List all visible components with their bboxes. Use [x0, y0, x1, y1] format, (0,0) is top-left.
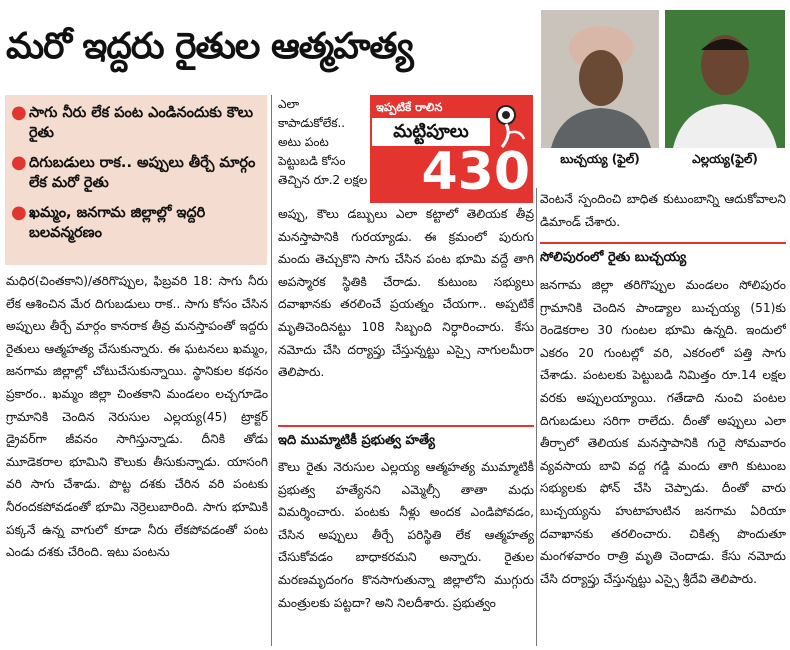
highlights-box — [5, 95, 267, 265]
bullet-dot-icon: ● — [11, 202, 27, 223]
article-paragraph: జనగామ జిల్లా తరిగొప్పుల మండలం సోలిపురం గ్రామానికి చెందిన పాండ్యాల బుచ్చయ్య (51)కు రెండెకరాల 30 గుంటల భూమి ఉన్నది. ఇందులో ఎకరం 20 గుంటల్లో వరి, ఎకరంలో పత్తి సాగు చేశాడు. పంటలకు పెట్టుబడి నిమిత్తం రూ.14 లక్షల వరకు అప్పులయ్యాయి. గతేడాది నుంచి పంటల దిగుబడులు సరిగా రాలేదు. దీంతో అప్పులు ఎలా తీర్చాలో తెలియక మనస్తాపానికి గురై సోమవారం వ్యవసాయ బావి వద్ద గడ్డి మందు తాగి కుటుంబ సభ్యులకు ఫోన్ చేసి చెప్పాడు. దీంతో వారు బుచ్చయ్యను హుటాహుటిన జనగామ ఏరియా దవాఖానకు తరలించారు. చికిత్స పొందుతూ మంగళవారం రాత్రి మృతి చెందాడు. కేసు నమోదు చేసి దర్యాప్తు చేస్తున్నట్టు ఎస్సై శ్రీదేవి తెలిపారు. — [540, 278, 786, 586]
headline: మరో ఇద్దరు రైతుల ఆత్మహత్య — [6, 26, 413, 67]
highlight-text: ఖమ్మం, జనగామ జిల్లాల్లో ఇద్దరి బలవన్మరణం — [29, 205, 206, 241]
article-paragraph: అప్పు, కౌలు డబ్బులు ఎలా కట్టాలో తెలియక తీవ్ర మనస్తాపానికి గురయ్యాడు. ఈ క్రమంలో పురుగు మందు తెచ్చుకొని సాగు చేసిన పంట భూమి వద్దే తాగి అపస్మారక స్థితికి చేరాడు. కుటుంబ సభ్యులు దవాఖానకు తరలించే ప్రయత్నం చేయగా.. అప్పటికే మృతిచెందినట్టు 108 సిబ్బంది నిర్ధారించారు. కేసు నమోదు చేసి దర్యాప్తు చేస్తున్నట్టు ఎస్సై నాగులమీరా తెలిపారు. — [278, 207, 534, 380]
column-divider — [536, 188, 537, 646]
article-column-2-bottom — [278, 456, 534, 646]
highlight-item — [11, 153, 261, 193]
photo-caption: ఎల్లయ్య(ఫైల్) — [692, 152, 758, 166]
photo-caption: బుచ్చయ్య (ఫైల్) — [560, 152, 640, 166]
portrait-image — [665, 10, 785, 148]
subheading-govt-murder: ఇది ముమ్మాటికీ ప్రభుత్వ హత్యే — [278, 425, 534, 455]
highlight-text: సాగు నీరు లేక పంట ఎండినందుకు కౌలు రైతు — [29, 105, 254, 141]
bullet-dot-icon: ● — [11, 102, 27, 123]
article-column-3 — [540, 274, 786, 646]
highlight-text: దిగుబడులు రాక.. అప్పులు తీర్చే మార్గం లేక మరో రైతు — [29, 155, 256, 191]
photo-buchaiah — [541, 10, 659, 148]
inset-title: మట్టిపూలు — [372, 118, 490, 146]
photo-ellaiah — [665, 10, 785, 148]
article-paragraph: కౌలు రైతు నెరుసుల ఎల్లయ్య ఆత్మహత్య ముమ్మాటికీ ప్రభుత్వ హత్యేనని ఎమ్మెల్సీ తాతా మధు విమర్శించారు. పంటకు నీళ్లు అందక ఎండిపోవడం, చేసిన అప్పులు తీర్చే పరిస్థితి లేక ఆత్మహత్య చేసుకోవడం బాధాకరమని అన్నారు. రైతుల మరణమృదంగం కొనసాగుతున్నా జిల్లాలోని ముగ్గురు మంత్రులకు పట్టదా? అని నిలదీశారు. ప్రభుత్వం — [278, 460, 534, 610]
column-divider — [271, 95, 272, 646]
article-column-2 — [278, 203, 534, 428]
inset-upper-text: ఇప్పటికే రాలిన — [376, 100, 443, 114]
inset-number: 430 — [421, 142, 530, 202]
article-column-1 — [6, 270, 268, 646]
death-count-inset — [370, 95, 533, 203]
highlight-item — [11, 103, 261, 143]
highlight-item — [11, 203, 261, 243]
bullet-dot-icon: ● — [11, 152, 27, 173]
article-paragraph: ఎలా కాపాడుకోలేక.. అటు పంట పెట్టుబడి కోసం తెచ్చిన రూ.2 లక్షల — [278, 97, 368, 187]
article-paragraph: వెంటనే స్పందించి బాధిత కుటుంబాన్ని ఆదుకోవాలని డిమాండ్ చేశారు. — [540, 192, 786, 229]
article-column-2-top — [278, 95, 368, 203]
portrait-image — [541, 10, 659, 148]
article-column-3-top — [540, 188, 786, 238]
subheading-solipuram: సోలిపురంలో రైతు బుచ్చయ్య — [540, 242, 786, 272]
article-paragraph: మధిర(చింతకాని)/తరిగొప్పుల, ఫిబ్రవరి 18: సాగు నీరు లేక ఆశించిన మేర దిగుబడులు రాక.. సాగు కోసం చేసిన అప్పులు తీర్చే మార్గం కానరాక తీవ్ర మనస్తాపంతో ఇద్దరు రైతులు ఆత్మహత్య చేసుకున్నారు. ఈ ఘటనలు ఖమ్మం, జనగామ జిల్లాల్లో చోటుచేసుకున్నాయి. స్థానికుల కథనం ప్రకారం.. ఖమ్మం జిల్లా చింతకాని మండలం లచ్చగూడెం గ్రామానికి చెందిన నెరుసుల ఎల్లయ్య(45) ట్రాక్టర్ డ్రైవర్‌గా జీవనం సాగిస్తున్నాడు. దీనికి తోడు మూడెకరాల భూమిని కౌలుకు తీసుకున్నాడు. యాసంగి వరి సాగు చేశాడు. పొట్ట దశకు చేరిన వరి పంటకు నీరందకపోవడంతో భూమి నెర్రెలుబారింది. సాగు భూమికి పక్కనే ఉన్న వాగులో కూడా నీరు లేకపోవడంతో పంట ఎండు దశకు చేరింది. ఇటు పంటను — [6, 274, 268, 560]
